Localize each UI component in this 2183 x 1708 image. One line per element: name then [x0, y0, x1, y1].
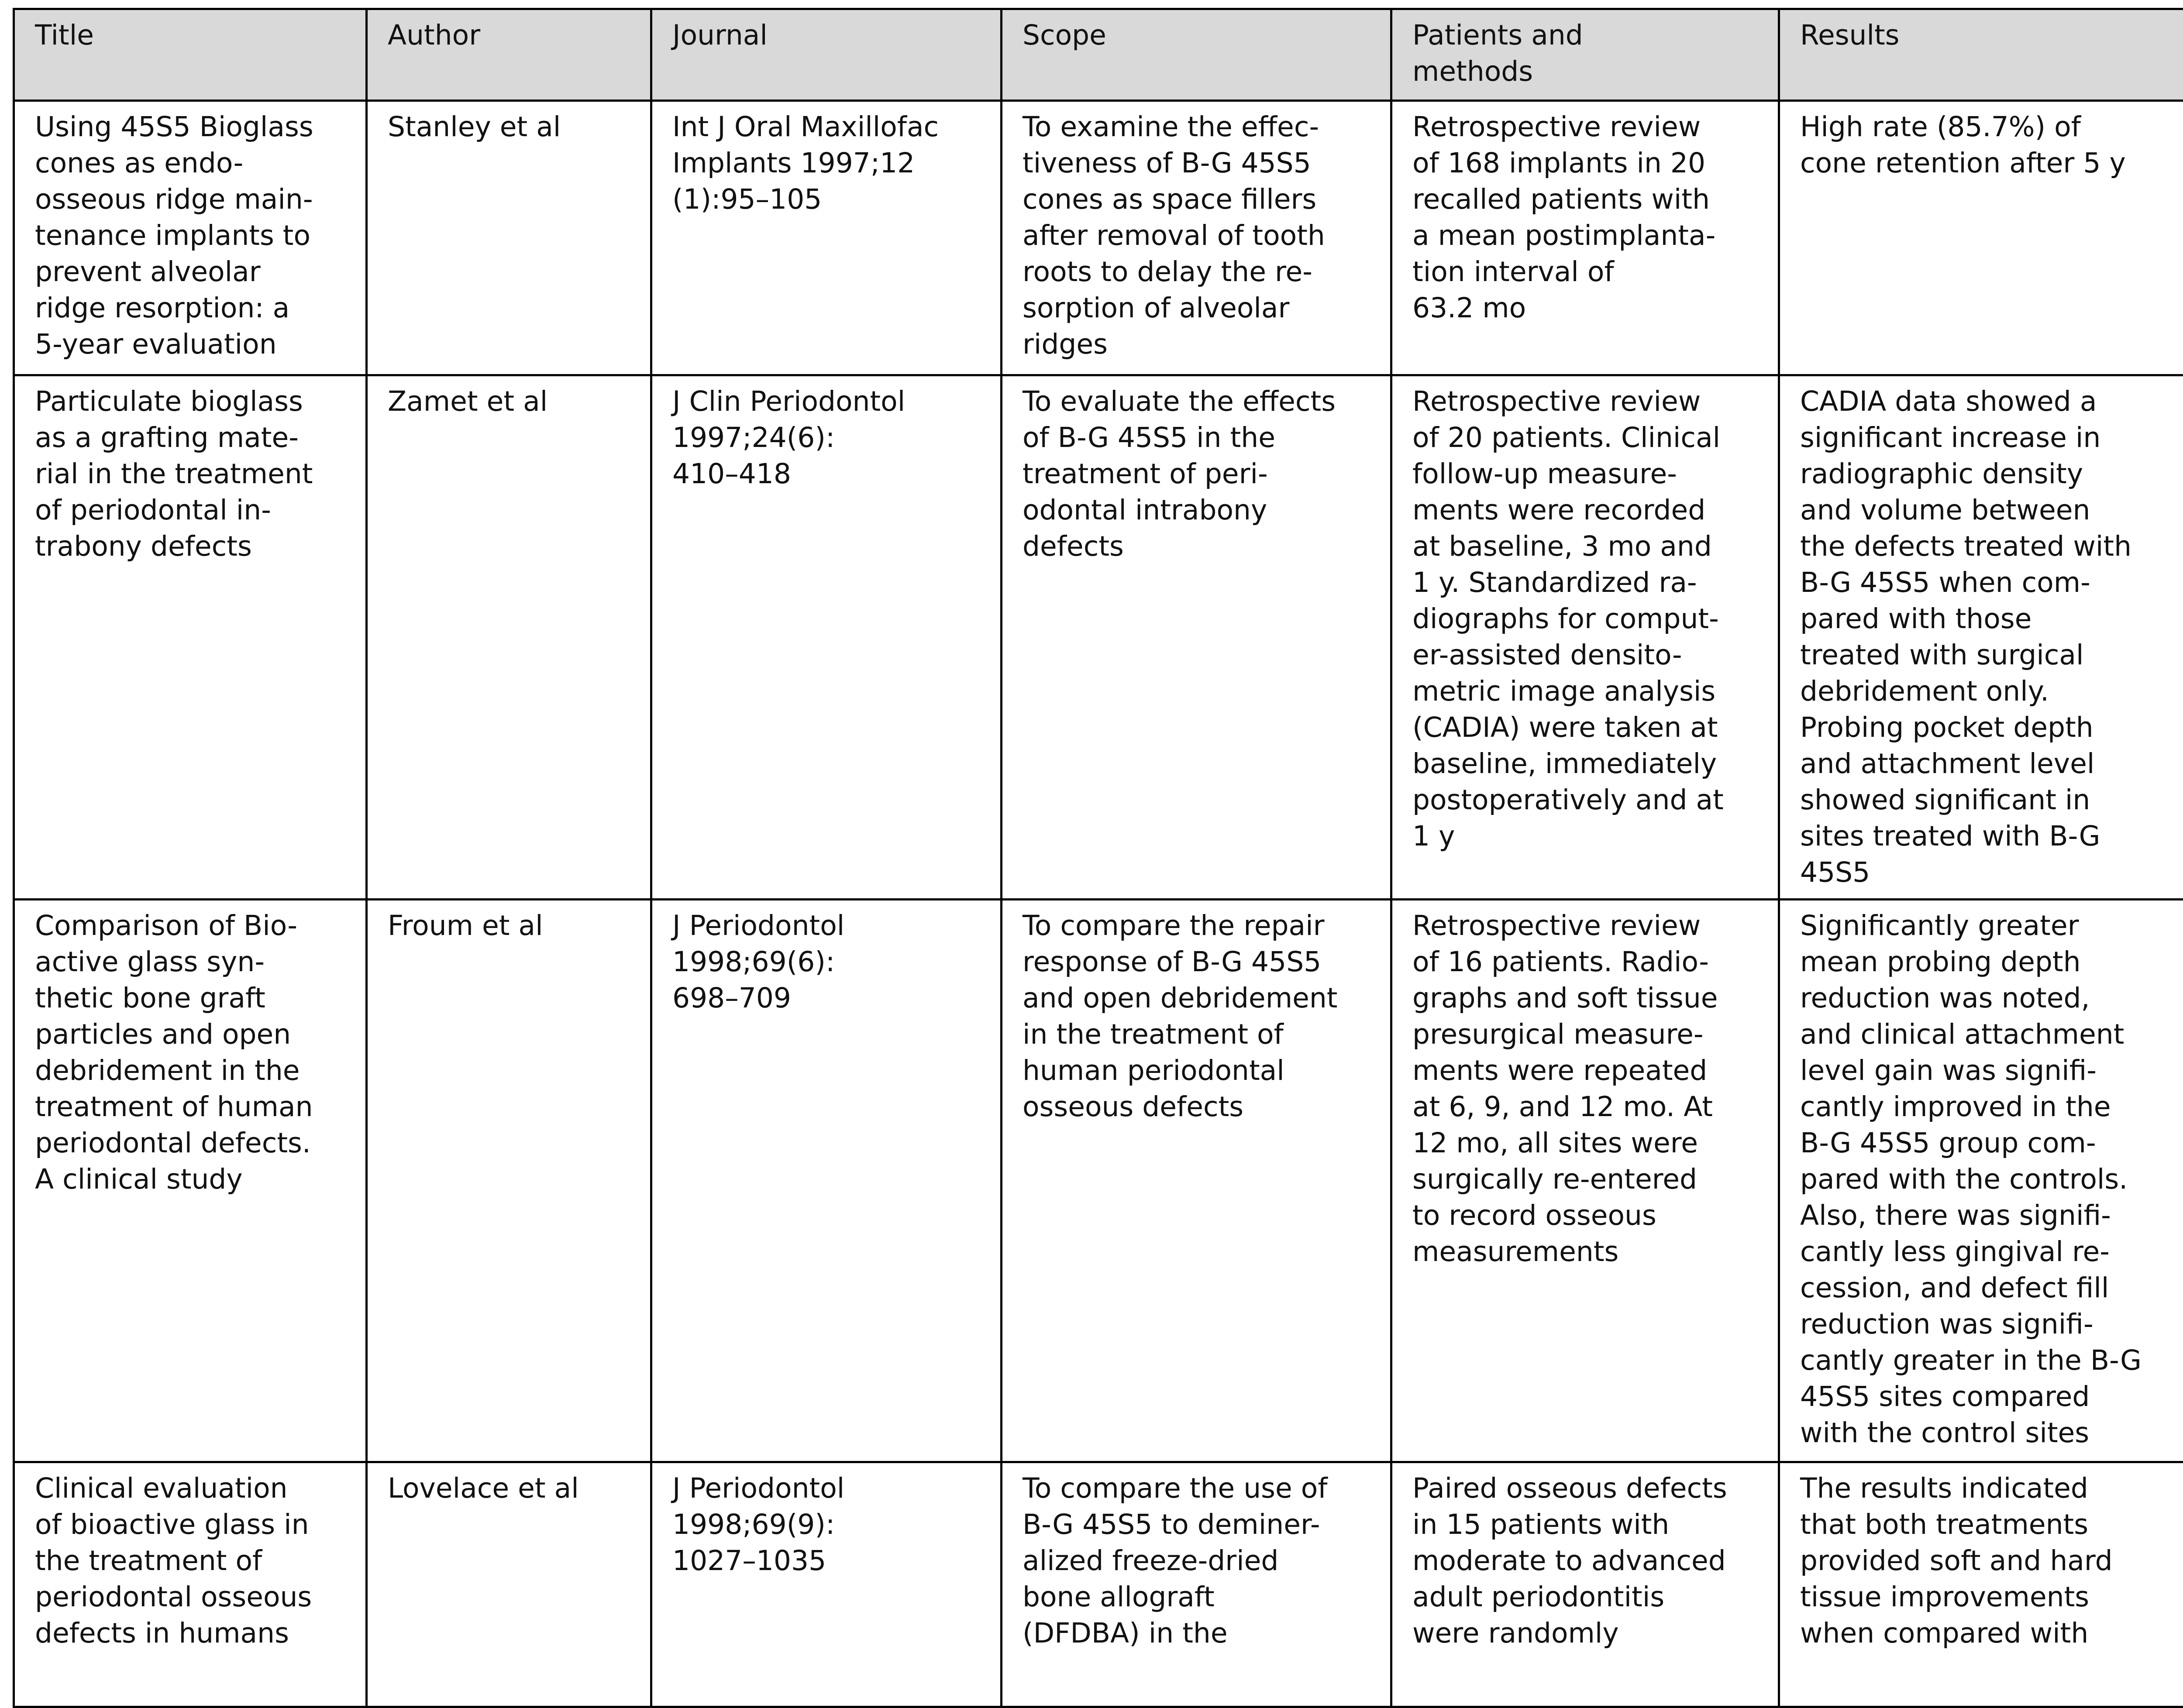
cell-scope: To compare the use of B-G 45S5 to deminer- alized freeze-dried bone allograft (DFDBA) in the [1002, 1462, 1391, 1707]
cell-author: Lovelace et al [367, 1462, 651, 1707]
cell-scope: To examine the effec- tiveness of B-G 45S5 cones as space fillers after removal of tooth roots to delay the re- sorption of alveolar ridges [1002, 101, 1391, 375]
cell-scope: To evaluate the effects of B-G 45S5 in the treatment of peri- odontal intrabony defects [1002, 375, 1391, 900]
header-row [14, 9, 2183, 101]
cell-results: High rate (85.7%) of cone retention after 5 y [1779, 101, 2183, 375]
table-row [14, 101, 2183, 375]
cell-results: Significantly greater mean probing depth reduction was noted, and clinical attachment level gain was signifi- cantly improved in the B-G 45S5 group com- pared with the controls. Also, there was signifi- cantly less gingival re- cession, and defect fill reduction was signifi- cantly greater in the B-G 45S5 sites compared with the control sites [1779, 900, 2183, 1462]
literature-table [13, 8, 2183, 1708]
cell-journal: J Periodontol 1998;69(6): 698–709 [651, 900, 1002, 1462]
cell-title: Using 45S5 Bioglass cones as endo- osseous ridge main- tenance implants to prevent alveolar ridge resorption: a 5-year evaluation [14, 101, 367, 375]
cell-scope: To compare the repair response of B-G 45S5 and open debridement in the treatment of human periodontal osseous defects [1002, 900, 1391, 1462]
header-title: Title [14, 9, 367, 101]
cell-methods: Retrospective review of 20 patients. Clinical follow-up measure- ments were recorded at baseline, 3 mo and 1 y. Standardized ra- diographs for comput- er-assisted densito- metric image analysis (CADIA) were taken at baseline, immediately postoperatively and at 1 y [1391, 375, 1779, 900]
header-scope: Scope [1002, 9, 1391, 101]
cell-author: Froum et al [367, 900, 651, 1462]
cell-title: Particulate bioglass as a grafting mate- rial in the treatment of periodontal in- trabony defects [14, 375, 367, 900]
header-patients-methods: Patients and methods [1391, 9, 1779, 101]
cell-author: Zamet et al [367, 375, 651, 900]
cell-results: The results indicated that both treatments provided soft and hard tissue improvements when compared with [1779, 1462, 2183, 1707]
table-row [14, 1462, 2183, 1707]
cell-results: CADIA data showed a significant increase in radiographic density and volume between the defects treated with B-G 45S5 when com- pared with those treated with surgical debridement only. Probing pocket depth and attachment level showed significant in sites treated with B-G 45S5 [1779, 375, 2183, 900]
cell-methods: Retrospective review of 168 implants in 20 recalled patients with a mean postimplanta- tion interval of 63.2 mo [1391, 101, 1779, 375]
table-row [14, 375, 2183, 900]
cell-title: Comparison of Bio- active glass syn- thetic bone graft particles and open debridement in the treatment of human periodontal defects. A clinical study [14, 900, 367, 1462]
cell-title: Clinical evaluation of bioactive glass in the treatment of periodontal osseous defects in humans [14, 1462, 367, 1707]
header-journal: Journal [651, 9, 1002, 101]
cell-methods: Paired osseous defects in 15 patients with moderate to advanced adult periodontitis were randomly [1391, 1462, 1779, 1707]
header-author: Author [367, 9, 651, 101]
cell-methods: Retrospective review of 16 patients. Radio- graphs and soft tissue presurgical measure- ments were repeated at 6, 9, and 12 mo. At 12 mo, all sites were surgically re-entered to record osseous measurements [1391, 900, 1779, 1462]
cell-journal: Int J Oral Maxillofac Implants 1997;12 (1):95–105 [651, 101, 1002, 375]
cell-journal: J Clin Periodontol 1997;24(6): 410–418 [651, 375, 1002, 900]
cell-author: Stanley et al [367, 101, 651, 375]
header-results: Results [1779, 9, 2183, 101]
table-row [14, 900, 2183, 1462]
cell-journal: J Periodontol 1998;69(9): 1027–1035 [651, 1462, 1002, 1707]
